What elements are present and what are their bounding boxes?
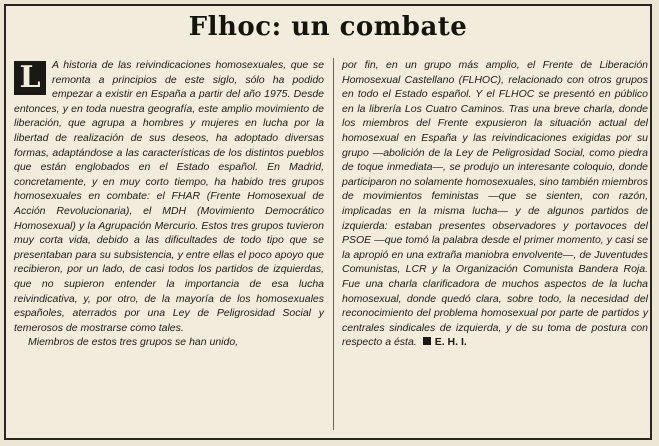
author-signature: E. H. I. xyxy=(434,336,467,349)
right-paragraph-1 xyxy=(342,58,648,350)
left-paragraph-1 xyxy=(14,58,324,335)
left-paragraph-1-text: A historia de las reivindicaciones homosexuales, que se remonta a principios de este siglo, sólo ha podido empezar a existir en España a partir del año 1975. Desde entonces, y en toda nuestra geografía, este amplio movimiento de liberación, que agrupa a hombres y mujeres en lucha por la libertad de realización de sus deseos, ha adoptado diversas formas, adaptándose a las características de los distintos pueblos que están englobados en el Estado español. En Madrid, concretamente, y en muy corto tiempo, ha habido tres grupos homosexuales en combate: el FHAR (Frente Homosexual de Acción Revolucionaria), el MDH (Movimiento Democrático Homosexual) y la Agrupación Mercurio. Estos tres grupos tuvieron muy corta vida, debido a las dificultades de todo tipo que se presentaban para su subsistencia, y entre ellas el poco apoyo que recibieron, por un lado, de casi todos los partidos de izquierdas, que no supieron entender la importancia de esa lucha reivindicativa, y, por otro, de la mayoría de los homosexuales españoles, aterrados por una Ley de Peligrosidad Social y temerosos de mostrarse como tales. xyxy=(14,59,324,334)
article-headline: Flhoc: un combate xyxy=(188,12,468,42)
left-paragraph-2: Miembros de estos tres grupos se han unido, xyxy=(28,336,239,349)
end-mark-icon xyxy=(423,337,431,345)
newspaper-clipping xyxy=(4,4,652,440)
left-column xyxy=(14,58,324,350)
drop-cap: L xyxy=(14,61,46,95)
right-column xyxy=(342,58,648,350)
right-paragraph-1-text: por fin, en un grupo más amplio, el Frente de Liberación Homosexual Castellano (FLHOC), relacionado con otros grupos en todo el Estado español. Y el FLHOC se presentó en público en la librería Los Cuatro Caminos. Tras una breve charla, donde los miembros del Frente expusieron la situación actual del homosexual en España y las reivindicaciones exigidas por su grupo —abolición de la Ley de Peligrosidad Social, como piedra de toque inmediata—, se produjo un interesante coloquio, donde participaron no solamente homosexuales, sino también miembros de movimientos feministas —que se sienten, con razón, implicadas en la misma lucha— y de algunos partidos de izquierda: estaban presentes observadores y portavoces del PSOE —que tomó la palabra desde el primer momento, y casi se la apropió en una extraña maniobra envolvente—, de Juventudes Comunistas, LCR y la Organización Comunista Bandera Roja. Fue una charla clarificadora de muchos aspectos de la lucha homosexual, donde quedó clara, sobre todo, la necesidad del reconocimiento del problema homosexual por parte de partidos y centrales sindicales de izquierda, y de su toma de postura con respecto a ésta. xyxy=(342,59,648,349)
column-divider xyxy=(333,58,334,430)
